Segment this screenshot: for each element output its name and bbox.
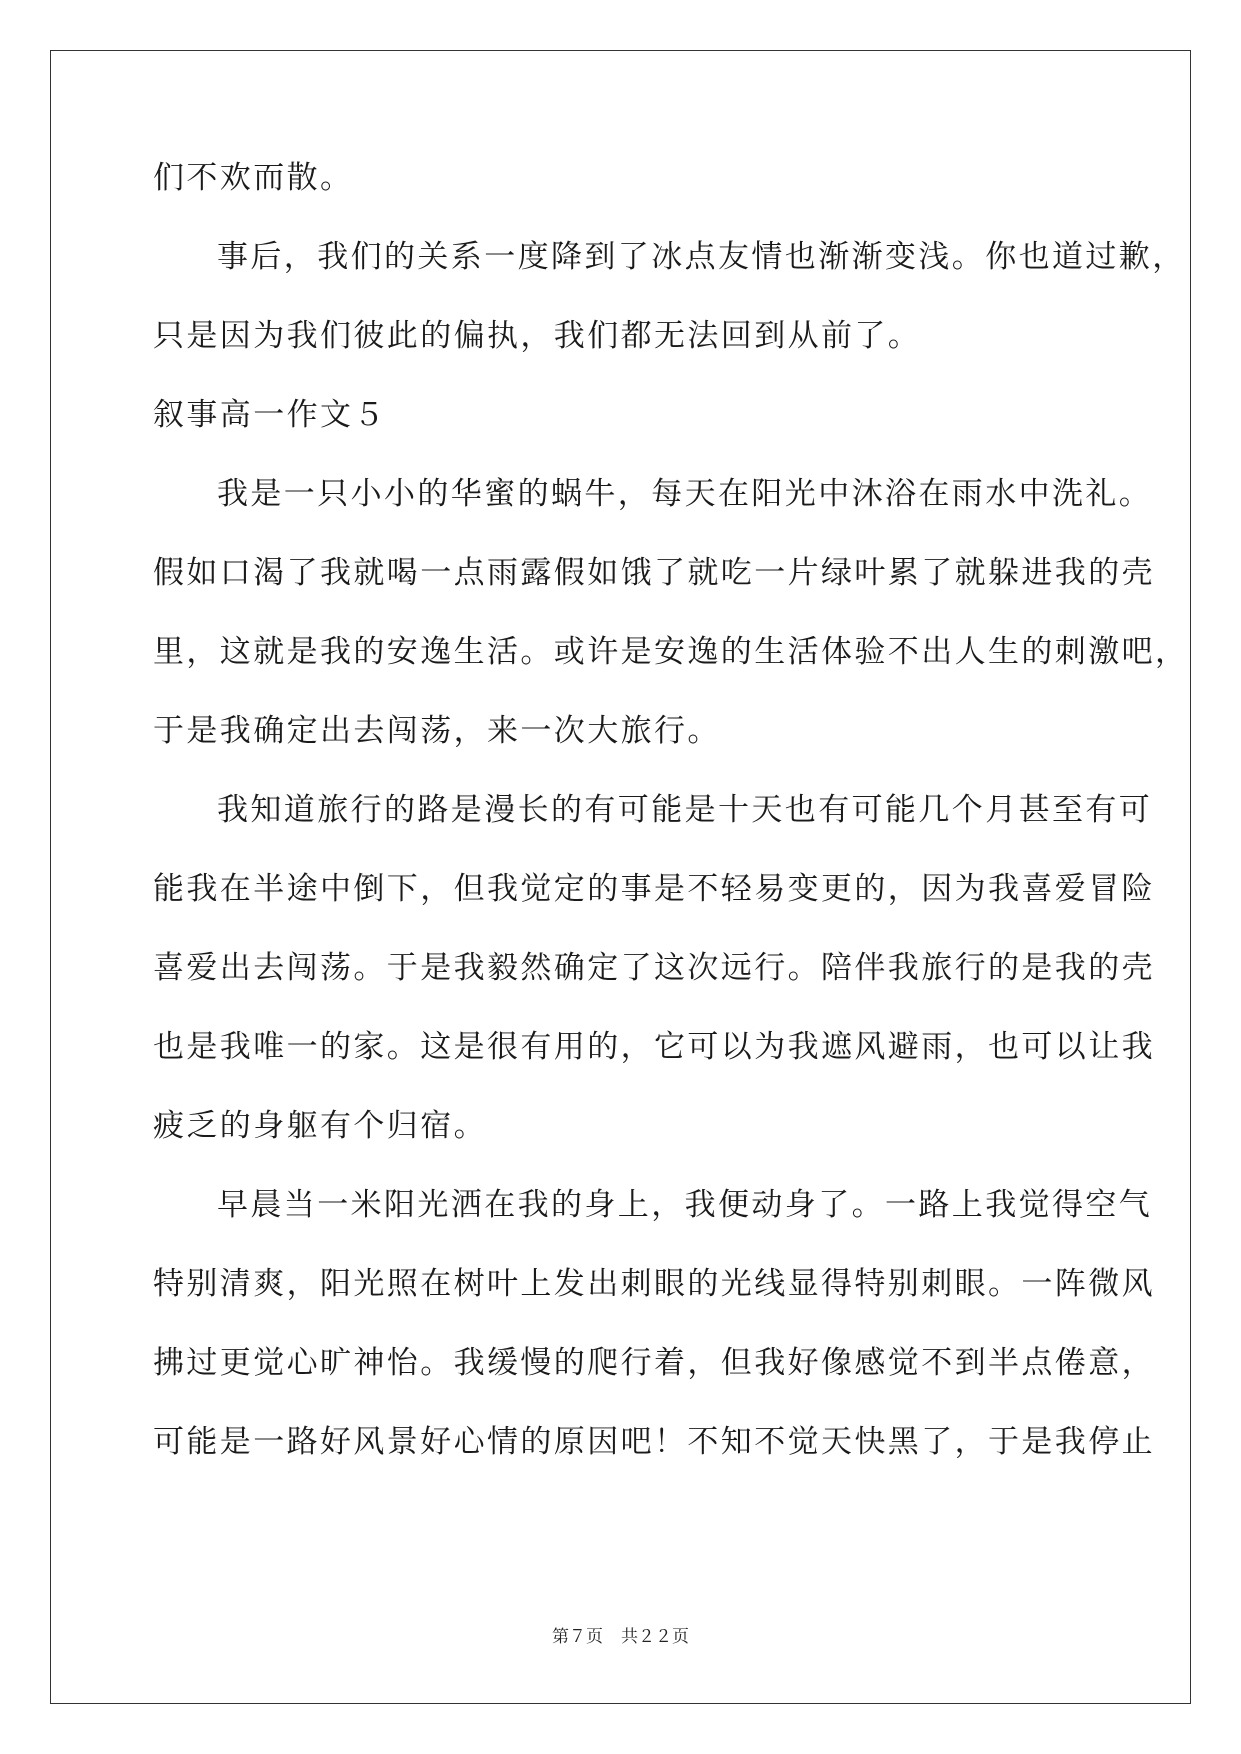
text-line: 我知道旅行的路是漫长的有可能是十天也有可能几个月甚至有可 — [217, 792, 1153, 828]
text-line: 拂过更觉心旷神怡。我缓慢的爬行着，但我好像感觉不到半点倦意， — [153, 1345, 1155, 1381]
page-number: 第７页 — [552, 1627, 603, 1647]
text-line: 我是一只小小的华蜜的蜗牛，每天在阳光中沐浴在雨水中洗礼。 — [217, 476, 1153, 512]
document-body — [153, 158, 1189, 1501]
text-line: 疲乏的身躯有个归宿。 — [153, 1108, 487, 1144]
text-line: 喜爱出去闯荡。于是我毅然确定了这次远行。陪伴我旅行的是我的壳 — [153, 950, 1155, 986]
page-footer — [0, 1622, 1241, 1647]
text-line: 们不欢而散。 — [153, 160, 354, 196]
text-line: 可能是一路好风景好心情的原因吧！不知不觉天快黑了，于是我停止 — [153, 1424, 1155, 1460]
text-line: 叙事高一作文５ — [153, 397, 387, 433]
text-line: 假如口渴了我就喝一点雨露假如饿了就吃一片绿叶累了就躲进我的壳 — [153, 555, 1155, 591]
text-line: 特别清爽，阳光照在树叶上发出刺眼的光线显得特别刺眼。一阵微风 — [153, 1266, 1155, 1302]
text-line: 里，这就是我的安逸生活。或许是安逸的生活体验不出人生的刺激吧， — [153, 634, 1189, 670]
text-line: 事后，我们的关系一度降到了冰点友情也渐渐变浅。你也道过歉， — [217, 239, 1186, 275]
text-line: 只是因为我们彼此的偏执，我们都无法回到从前了。 — [153, 318, 922, 354]
text-line: 于是我确定出去闯荡，来一次大旅行。 — [153, 713, 721, 749]
page-total: 共２２页 — [621, 1627, 689, 1647]
text-line: 也是我唯一的家。这是很有用的，它可以为我遮风避雨，也可以让我 — [153, 1029, 1155, 1065]
text-line: 早晨当一米阳光洒在我的身上，我便动身了。一路上我觉得空气 — [217, 1187, 1153, 1223]
text-line: 能我在半途中倒下，但我觉定的事是不轻易变更的，因为我喜爱冒险 — [153, 871, 1155, 907]
